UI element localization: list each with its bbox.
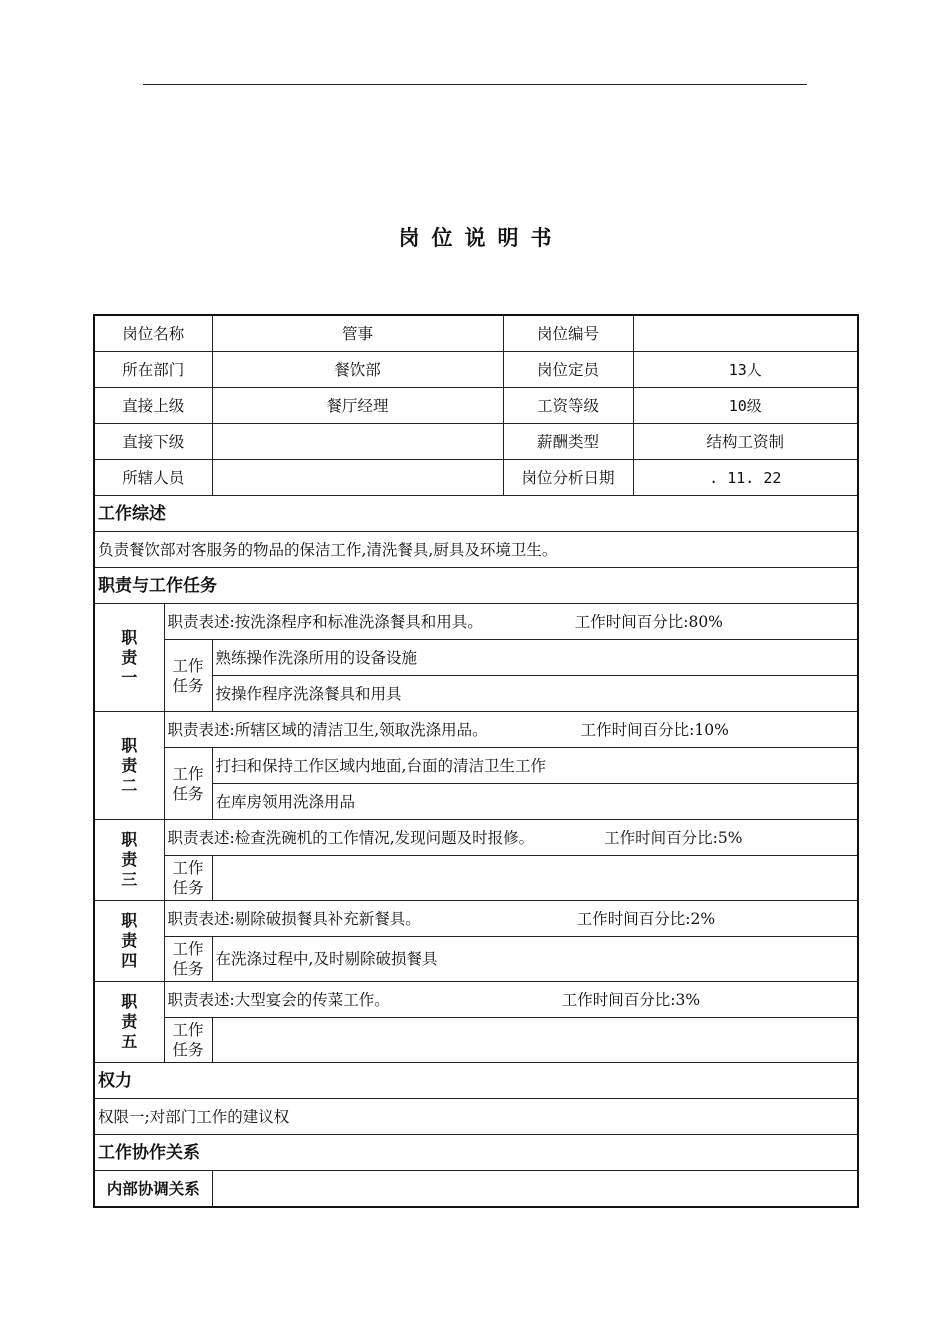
duty-time-percentage: 工作时间百分比:80% [574,612,723,631]
task-text: 在洗涤过程中,及时剔除破损餐具 [212,937,858,982]
info-row [94,424,858,460]
info-value: . 11. 22 [633,460,858,496]
internal-coordination-value [212,1171,858,1208]
job-description-table [93,314,859,1208]
info-row [94,460,858,496]
header-rule [143,84,807,85]
info-row [94,315,858,352]
section-summary [94,496,858,532]
info-value [212,424,503,460]
duty-description-text: 职责表述:大型宴会的传菜工作。 [167,990,390,1009]
duty-description-text: 职责表述:剔除破损餐具补充新餐具。 [167,909,421,928]
info-row [94,352,858,388]
info-value: 13人 [633,352,858,388]
task-label: 工作 任务 [164,937,212,982]
duty-description [164,982,858,1018]
info-value: 管事 [212,315,503,352]
info-label: 岗位编号 [503,315,633,352]
info-value: 10级 [633,388,858,424]
task-label: 工作 任务 [164,640,212,712]
task-text [212,856,858,901]
info-label: 岗位分析日期 [503,460,633,496]
authority-row [94,1099,858,1135]
task-label: 工作 任务 [164,856,212,901]
task-text: 在库房领用洗涤用品 [212,784,858,820]
duty-label: 职 责 五 [94,982,164,1063]
info-value [633,315,858,352]
duty-description-text: 职责表述:检查洗碗机的工作情况,发现问题及时报修。 [167,828,535,847]
task-text: 熟练操作洗涤所用的设备设施 [212,640,858,676]
duty-time-percentage: 工作时间百分比:3% [561,990,701,1009]
duty-label: 职 责 四 [94,901,164,982]
task-row [94,640,858,676]
task-row [94,856,858,901]
task-row [94,937,858,982]
info-label: 直接下级 [94,424,212,460]
duty-row [94,901,858,937]
task-row [94,1018,858,1063]
duty-description [164,901,858,937]
info-label: 岗位定员 [503,352,633,388]
section-heading: 工作协作关系 [94,1135,858,1171]
info-label: 薪酬类型 [503,424,633,460]
info-value: 餐饮部 [212,352,503,388]
section-duties [94,568,858,604]
document-title: 岗位说明书 [398,225,564,250]
duty-label: 职 责 一 [94,604,164,712]
duty-description [164,712,858,748]
section-heading: 权力 [94,1063,858,1099]
task-label: 工作 任务 [164,1018,212,1063]
section-cooperation [94,1135,858,1171]
internal-coordination-label: 内部协调关系 [94,1171,212,1208]
duty-time-percentage: 工作时间百分比:5% [604,828,743,847]
info-row [94,388,858,424]
info-label: 工资等级 [503,388,633,424]
duty-description-text: 职责表述:所辖区域的清洁卫生,领取洗涤用品。 [167,720,488,739]
duty-label: 职 责 二 [94,712,164,820]
task-label: 工作 任务 [164,748,212,820]
info-value: 结构工资制 [633,424,858,460]
duty-description [164,604,858,640]
info-label: 所在部门 [94,352,212,388]
internal-coordination-row [94,1171,858,1208]
info-value [212,460,503,496]
info-value: 餐厅经理 [212,388,503,424]
info-label: 岗位名称 [94,315,212,352]
duty-row [94,712,858,748]
duty-row [94,982,858,1018]
section-heading: 职责与工作任务 [94,568,858,604]
duty-description [164,820,858,856]
section-heading: 工作综述 [94,496,858,532]
duty-time-percentage: 工作时间百分比:10% [580,720,729,739]
duty-row [94,604,858,640]
section-text: 权限一;对部门工作的建议权 [94,1099,858,1135]
info-label: 所辖人员 [94,460,212,496]
task-text: 打扫和保持工作区域内地面,台面的清洁卫生工作 [212,748,858,784]
info-label: 直接上级 [94,388,212,424]
section-authority [94,1063,858,1099]
task-row [94,748,858,784]
task-text: 按操作程序洗涤餐具和用具 [212,676,858,712]
section-text: 负责餐饮部对客服务的物品的保洁工作,清洗餐具,厨具及环境卫生。 [94,532,858,568]
summary-row [94,532,858,568]
duty-time-percentage: 工作时间百分比:2% [576,909,716,928]
duty-description-text: 职责表述:按洗涤程序和标准洗涤餐具和用具。 [167,612,483,631]
duty-row [94,820,858,856]
duty-label: 职 责 三 [94,820,164,901]
task-text [212,1018,858,1063]
